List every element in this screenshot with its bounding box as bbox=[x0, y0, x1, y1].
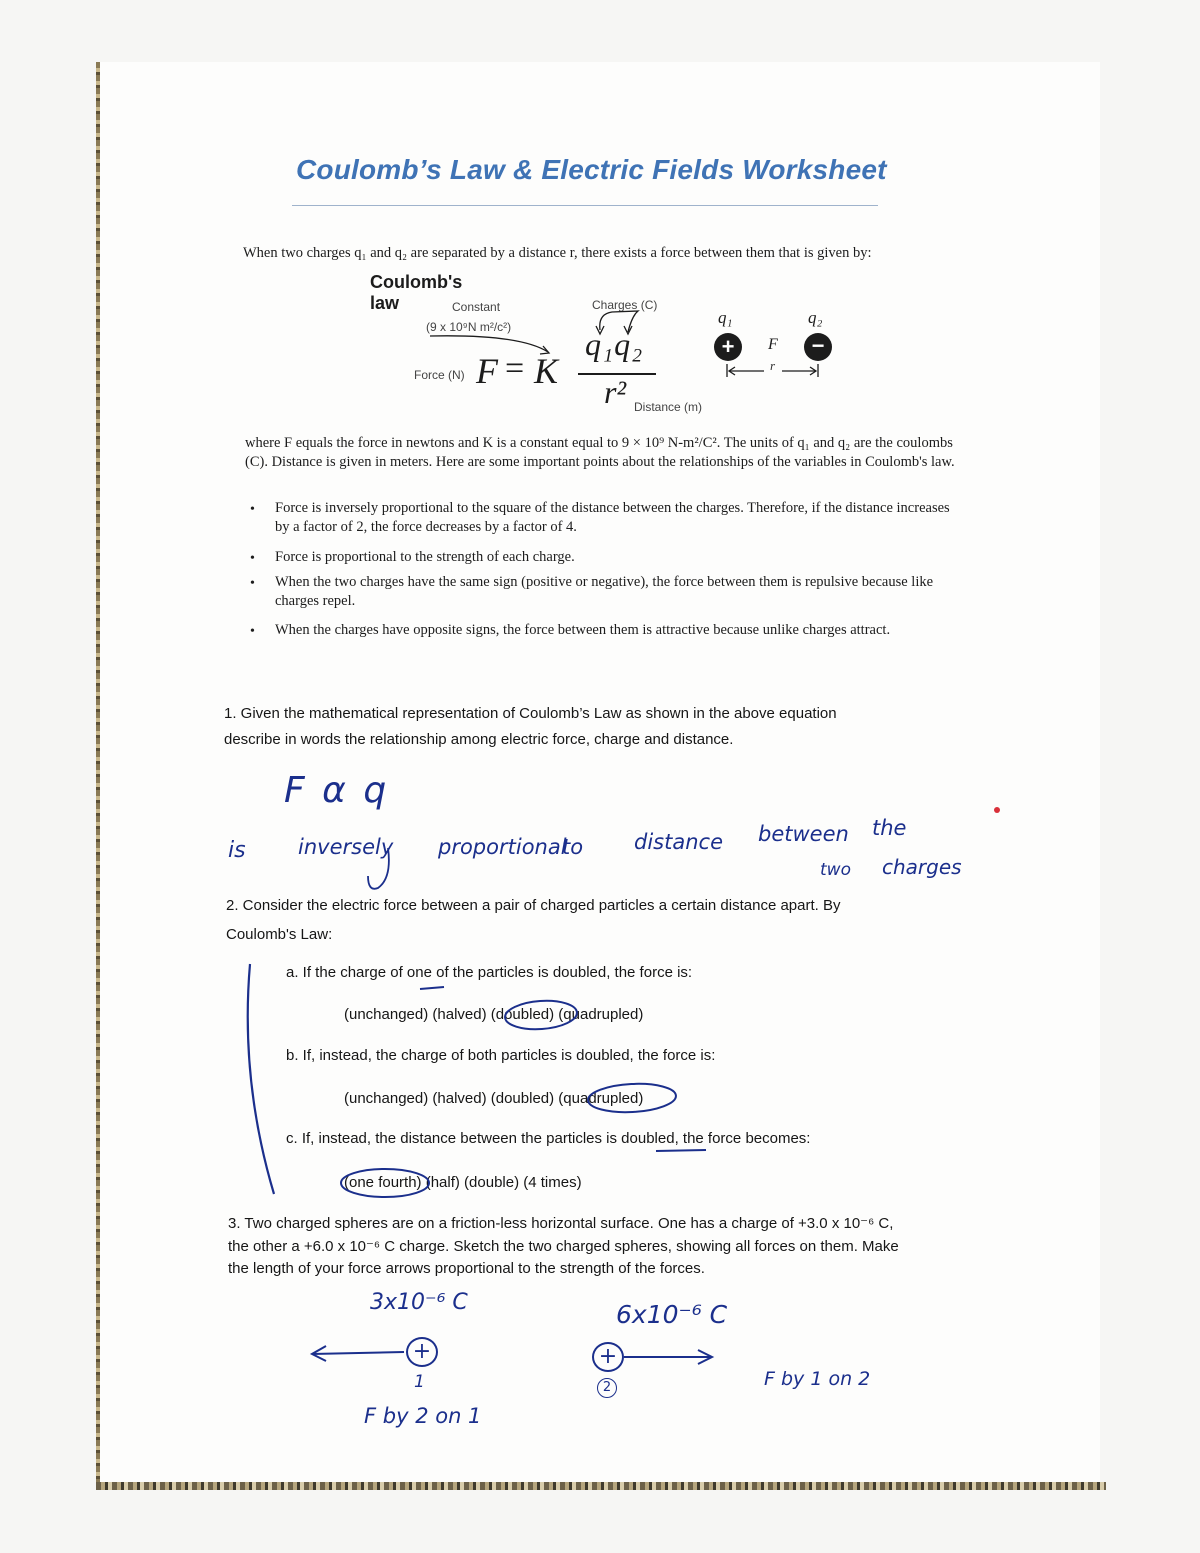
force-label: Force (N) bbox=[414, 368, 465, 382]
sketch-sphere-2: + bbox=[592, 1342, 624, 1372]
bullet-4-text: When the charges have opposite signs, the force between them is attractive because unlike charges attract. bbox=[275, 622, 891, 638]
q1-answer-word-1: inversely bbox=[298, 835, 394, 859]
q1-answer-word-5: between bbox=[758, 822, 849, 846]
circle-quadrupled-icon bbox=[587, 1082, 676, 1115]
sketch-force-label-2: F by 1 on 2 bbox=[764, 1368, 871, 1390]
sketch-charge-2: 6x10⁻⁶ C bbox=[616, 1300, 728, 1329]
q1-answer-tail-1: two bbox=[820, 860, 851, 880]
q3-line1: 3. Two charged spheres are on a friction-less horizontal surface. One has a charge of +3.0 x 10⁻⁶ C, bbox=[228, 1215, 894, 1232]
q1-answer-word-2: proportional bbox=[438, 835, 567, 859]
formula-k: K bbox=[534, 351, 559, 391]
force-arrow-left-icon bbox=[312, 1352, 404, 1354]
positive-charge-icon: + bbox=[714, 333, 742, 361]
bullet-3-icon: • bbox=[250, 576, 255, 591]
sketch-label-1: 1 bbox=[414, 1372, 425, 1392]
charges-label: Charges (C) bbox=[592, 298, 658, 312]
q2a-options: (unchanged) (halved) (doubled) (quadrupled) bbox=[344, 1006, 644, 1023]
q2-line2: Coulomb's Law: bbox=[226, 926, 333, 943]
q1-answer-word-4: distance bbox=[634, 830, 723, 854]
constant-value: (9 x 10⁹N m²/c²) bbox=[426, 320, 512, 334]
q2b-options: (unchanged) (halved) (doubled) (quadrupled) bbox=[344, 1090, 644, 1107]
distance-label: Distance (m) bbox=[634, 400, 703, 414]
explanation-text: where F equals the force in newtons and K is a constant equal to 9 × 10⁹ N-m²/C². The units of q₁ and q₂ are the coulombs (C). Distance is given in meters. Here are some important points about the relationships of the variables in Coulomb's law. bbox=[245, 435, 955, 470]
bullet-1-text: Force is inversely proportional to the square of the distance between the charges. Therefore, if the distance increases by a factor of 2, the force decreases by a factor of 4. bbox=[275, 500, 950, 535]
q2a-prompt: a. If the charge of one of the particles is doubled, the force is: bbox=[286, 964, 693, 981]
q1-answer-word-6: the bbox=[872, 816, 907, 840]
formula-heading-line2: law bbox=[370, 293, 400, 313]
q2c-prompt: c. If, instead, the distance between the particles is doubled, the force becomes: bbox=[286, 1130, 811, 1147]
negative-charge-icon: − bbox=[804, 333, 832, 361]
diagram-q1-label: q₁ bbox=[718, 308, 733, 327]
bullet-3-text: When the two charges have the same sign (positive or negative), the force between them is repulsive because like charges repel. bbox=[275, 574, 934, 609]
circle-one-fourth-icon bbox=[341, 1169, 429, 1197]
q1-answer-word-3: to bbox=[562, 835, 584, 859]
q1-answer-proportional: F α q bbox=[284, 770, 390, 811]
formula-numerator: q₁q₂ bbox=[585, 326, 644, 362]
formula-equals: = bbox=[505, 350, 525, 387]
q2-line1: 2. Consider the electric force between a pair of charged particles a certain distance apart. By bbox=[226, 897, 841, 914]
bullet-2-icon: • bbox=[250, 551, 255, 566]
sketch-force-label-1: F by 2 on 1 bbox=[364, 1404, 482, 1428]
underline-one-icon bbox=[420, 987, 444, 989]
q1-answer-tail-2: charges bbox=[882, 855, 962, 879]
inversely-hook-icon bbox=[368, 848, 389, 889]
sketch-label-2: 2 bbox=[597, 1378, 617, 1398]
circle-doubled-icon bbox=[504, 999, 578, 1032]
bullet-1-icon: • bbox=[250, 502, 255, 517]
constant-arrow-icon bbox=[430, 336, 548, 352]
diagram-force-label: F bbox=[768, 336, 778, 353]
page-title: Coulomb’s Law & Electric Fields Worksheet bbox=[296, 154, 887, 185]
formula-heading-line1: Coulomb's bbox=[370, 272, 463, 292]
diagram-distance-label: r bbox=[770, 358, 776, 373]
bullet-2-text: Force is proportional to the strength of each charge. bbox=[275, 549, 575, 565]
underline-doubled-icon bbox=[656, 1150, 706, 1151]
constant-label: Constant bbox=[452, 300, 501, 314]
formula-lhs: F bbox=[476, 351, 498, 391]
intro-text: When two charges q₁ and q₂ are separated by a distance r, there exists a force between them that is given by: bbox=[243, 245, 872, 261]
formula-denominator: r² bbox=[604, 374, 627, 410]
bullet-4-icon: • bbox=[250, 624, 255, 639]
red-mark-icon bbox=[994, 807, 1000, 813]
q2c-options: (one fourth) (half) (double) (4 times) bbox=[344, 1174, 582, 1191]
charges-bracket-icon bbox=[600, 311, 638, 332]
diagram-q2-label: q₂ bbox=[808, 308, 823, 327]
q2b-prompt: b. If, instead, the charge of both particles is doubled, the force is: bbox=[286, 1047, 716, 1064]
q1-line2: describe in words the relationship among electric force, charge and distance. bbox=[224, 731, 734, 748]
q3-line3: the length of your force arrows proportional to the strength of the forces. bbox=[228, 1260, 705, 1277]
q3-line2: the other a +6.0 x 10⁻⁶ C charge. Sketch the two charged spheres, showing all forces on them. Make bbox=[228, 1238, 899, 1255]
q1-line1: 1. Given the mathematical representation of Coulomb’s Law as shown in the above equation bbox=[224, 705, 837, 722]
q1-answer-is: is bbox=[228, 838, 246, 863]
sketch-sphere-1: + bbox=[406, 1337, 438, 1367]
sketch-charge-1: 3x10⁻⁶ C bbox=[370, 1290, 468, 1315]
q2-bracket-icon bbox=[248, 964, 274, 1194]
